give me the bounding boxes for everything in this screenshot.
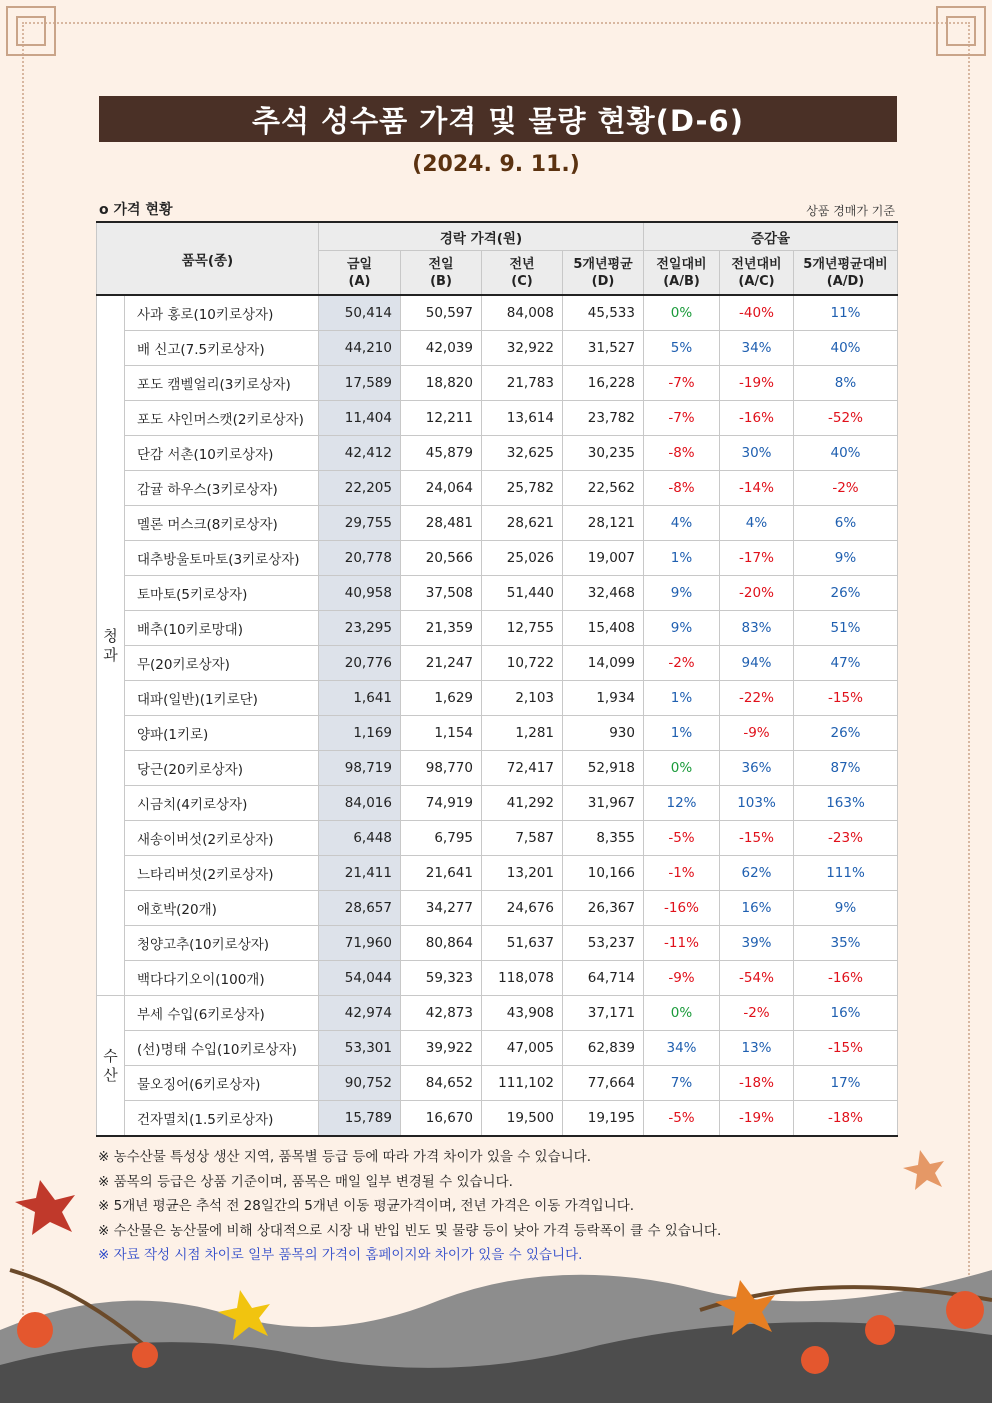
change-cell: 9% bbox=[644, 611, 720, 646]
change-cell: -16% bbox=[794, 961, 898, 996]
change-cell: -19% bbox=[720, 1101, 794, 1137]
item-name: 건자멸치(1.5키로상자) bbox=[125, 1101, 319, 1137]
item-name: 느타리버섯(2키로상자) bbox=[125, 856, 319, 891]
change-cell: -1% bbox=[644, 856, 720, 891]
item-name: 대파(일반)(1키로단) bbox=[125, 681, 319, 716]
change-cell: 36% bbox=[720, 751, 794, 786]
column-header-code: (A/D) bbox=[826, 273, 865, 289]
category-label bbox=[97, 295, 125, 996]
price-cell: 6,795 bbox=[401, 821, 482, 856]
price-cell: 64,714 bbox=[563, 961, 644, 996]
column-header-code: (A/B) bbox=[663, 273, 700, 289]
footnote: ※ 수산물은 농산물에 비해 상대적으로 시장 내 반입 빈도 및 물량 등이 낮아 가격 등락폭이 클 수 있습니다. bbox=[98, 1222, 722, 1239]
price-cell: 14,099 bbox=[563, 646, 644, 681]
page-title: 추석 성수품 가격 및 물량 현황(D-6) bbox=[252, 103, 744, 138]
change-cell: -2% bbox=[720, 996, 794, 1031]
change-cell: -9% bbox=[720, 716, 794, 751]
table-row bbox=[97, 786, 898, 821]
price-cell: 30,235 bbox=[563, 436, 644, 471]
item-name: 애호박(20개) bbox=[125, 891, 319, 926]
price-cell: 6,448 bbox=[319, 821, 401, 856]
item-name: 당근(20키로상자) bbox=[125, 751, 319, 786]
report-date: (2024. 9. 11.) bbox=[412, 152, 580, 177]
price-cell: 42,873 bbox=[401, 996, 482, 1031]
price-cell: 2,103 bbox=[482, 681, 563, 716]
price-cell: 19,007 bbox=[563, 541, 644, 576]
price-cell: 32,468 bbox=[563, 576, 644, 611]
price-cell: 50,414 bbox=[319, 295, 401, 331]
column-header bbox=[644, 251, 720, 296]
category-char: 과 bbox=[103, 645, 118, 664]
change-cell: -11% bbox=[644, 926, 720, 961]
item-name: 배추(10키로망대) bbox=[125, 611, 319, 646]
change-cell: -15% bbox=[794, 681, 898, 716]
price-cell: 45,533 bbox=[563, 295, 644, 331]
item-name: 토마토(5키로상자) bbox=[125, 576, 319, 611]
price-cell: 8,355 bbox=[563, 821, 644, 856]
price-cell: 930 bbox=[563, 716, 644, 751]
change-cell: 35% bbox=[794, 926, 898, 961]
column-header-code: (A) bbox=[348, 273, 371, 289]
change-cell: -20% bbox=[720, 576, 794, 611]
change-cell: -40% bbox=[720, 295, 794, 331]
change-cell: 94% bbox=[720, 646, 794, 681]
change-cell: -17% bbox=[720, 541, 794, 576]
item-name: 배 신고(7.5키로상자) bbox=[125, 331, 319, 366]
price-cell: 28,481 bbox=[401, 506, 482, 541]
price-cell: 51,637 bbox=[482, 926, 563, 961]
column-header-label: 5개년평균대비 bbox=[803, 256, 888, 272]
price-cell: 28,621 bbox=[482, 506, 563, 541]
price-cell: 32,625 bbox=[482, 436, 563, 471]
change-cell: 16% bbox=[720, 891, 794, 926]
table-row bbox=[97, 961, 898, 996]
column-header-label: 전일대비 bbox=[656, 256, 707, 272]
price-cell: 52,918 bbox=[563, 751, 644, 786]
footnote: ※ 농수산물 특성상 생산 지역, 품목별 등급 등에 따라 가격 차이가 있을 수 있습니다. bbox=[98, 1149, 591, 1165]
price-cell: 21,783 bbox=[482, 366, 563, 401]
item-name: 시금치(4키로상자) bbox=[125, 786, 319, 821]
price-cell: 1,641 bbox=[319, 681, 401, 716]
table-row bbox=[97, 856, 898, 891]
price-cell: 41,292 bbox=[482, 786, 563, 821]
table-row bbox=[97, 1031, 898, 1066]
price-cell: 51,440 bbox=[482, 576, 563, 611]
price-cell: 12,755 bbox=[482, 611, 563, 646]
change-cell: 4% bbox=[644, 506, 720, 541]
price-cell: 45,879 bbox=[401, 436, 482, 471]
table-row bbox=[97, 996, 898, 1031]
item-name: 감귤 하우스(3키로상자) bbox=[125, 471, 319, 506]
column-header bbox=[319, 251, 401, 296]
price-cell: 84,008 bbox=[482, 295, 563, 331]
change-cell: -2% bbox=[644, 646, 720, 681]
item-name: 물오징어(6키로상자) bbox=[125, 1066, 319, 1101]
price-cell: 71,960 bbox=[319, 926, 401, 961]
item-name: 멜론 머스크(8키로상자) bbox=[125, 506, 319, 541]
price-cell: 28,657 bbox=[319, 891, 401, 926]
column-header-code: (D) bbox=[591, 273, 615, 289]
change-cell: 7% bbox=[644, 1066, 720, 1101]
category-char: 청 bbox=[103, 626, 118, 645]
price-cell: 32,922 bbox=[482, 331, 563, 366]
price-cell: 29,755 bbox=[319, 506, 401, 541]
price-cell: 11,404 bbox=[319, 401, 401, 436]
price-cell: 18,820 bbox=[401, 366, 482, 401]
price-cell: 54,044 bbox=[319, 961, 401, 996]
table-row bbox=[97, 366, 898, 401]
change-cell: -7% bbox=[644, 401, 720, 436]
column-header-code: (A/C) bbox=[738, 273, 775, 289]
change-cell: 4% bbox=[720, 506, 794, 541]
table-row bbox=[97, 821, 898, 856]
change-cell: -7% bbox=[644, 366, 720, 401]
footnote: ※ 5개년 평균은 추석 전 28일간의 5개년 이동 평균가격이며, 전년 가격은 이동 가격입니다. bbox=[98, 1198, 635, 1215]
column-header-label: 전년 bbox=[509, 256, 535, 272]
change-cell: 16% bbox=[794, 996, 898, 1031]
price-cell: 42,039 bbox=[401, 331, 482, 366]
price-cell: 22,205 bbox=[319, 471, 401, 506]
change-cell: 51% bbox=[794, 611, 898, 646]
price-cell: 13,201 bbox=[482, 856, 563, 891]
column-header bbox=[794, 251, 898, 296]
item-name: 단감 서촌(10키로상자) bbox=[125, 436, 319, 471]
column-header bbox=[720, 251, 794, 296]
price-cell: 98,770 bbox=[401, 751, 482, 786]
price-cell: 50,597 bbox=[401, 295, 482, 331]
column-header-code: (C) bbox=[511, 273, 533, 289]
price-cell: 21,359 bbox=[401, 611, 482, 646]
header-item: 품목(종) bbox=[97, 222, 319, 295]
price-cell: 21,411 bbox=[319, 856, 401, 891]
table-row bbox=[97, 1101, 898, 1137]
change-cell: -19% bbox=[720, 366, 794, 401]
change-cell: -15% bbox=[720, 821, 794, 856]
item-name: 백다다기오이(100개) bbox=[125, 961, 319, 996]
change-cell: -18% bbox=[794, 1101, 898, 1137]
change-cell: 9% bbox=[794, 541, 898, 576]
change-cell: 47% bbox=[794, 646, 898, 681]
section-heading: o 가격 현황 bbox=[99, 202, 173, 218]
price-cell: 19,500 bbox=[482, 1101, 563, 1137]
footnotes bbox=[98, 1145, 721, 1268]
price-cell: 37,171 bbox=[563, 996, 644, 1031]
change-cell: 83% bbox=[720, 611, 794, 646]
change-cell: -8% bbox=[644, 436, 720, 471]
change-cell: -5% bbox=[644, 1101, 720, 1137]
price-cell: 20,776 bbox=[319, 646, 401, 681]
table-row bbox=[97, 331, 898, 366]
change-cell: 6% bbox=[794, 506, 898, 541]
price-cell: 42,974 bbox=[319, 996, 401, 1031]
corner-ornament bbox=[6, 6, 56, 56]
change-cell: 0% bbox=[644, 996, 720, 1031]
category-char: 수 bbox=[103, 1046, 118, 1065]
change-cell: -16% bbox=[720, 401, 794, 436]
item-name: 청양고추(10키로상자) bbox=[125, 926, 319, 961]
price-cell: 59,323 bbox=[401, 961, 482, 996]
price-cell: 15,408 bbox=[563, 611, 644, 646]
price-cell: 20,566 bbox=[401, 541, 482, 576]
item-name: 포도 캠벨얼리(3키로상자) bbox=[125, 366, 319, 401]
table-row bbox=[97, 891, 898, 926]
column-header-label: 5개년평균 bbox=[573, 256, 633, 272]
column-header bbox=[482, 251, 563, 296]
price-cell: 37,508 bbox=[401, 576, 482, 611]
change-cell: -23% bbox=[794, 821, 898, 856]
column-header bbox=[563, 251, 644, 296]
change-cell: 34% bbox=[644, 1031, 720, 1066]
price-cell: 16,228 bbox=[563, 366, 644, 401]
price-cell: 118,078 bbox=[482, 961, 563, 996]
change-cell: 87% bbox=[794, 751, 898, 786]
table-row bbox=[97, 646, 898, 681]
change-cell: 12% bbox=[644, 786, 720, 821]
change-cell: 1% bbox=[644, 681, 720, 716]
table-row bbox=[97, 1066, 898, 1101]
corner-ornament bbox=[936, 6, 986, 56]
change-cell: 163% bbox=[794, 786, 898, 821]
change-cell: -54% bbox=[720, 961, 794, 996]
change-cell: 11% bbox=[794, 295, 898, 331]
price-cell: 1,169 bbox=[319, 716, 401, 751]
price-cell: 1,629 bbox=[401, 681, 482, 716]
change-cell: 1% bbox=[644, 716, 720, 751]
price-table bbox=[96, 221, 898, 1137]
price-cell: 44,210 bbox=[319, 331, 401, 366]
table-row bbox=[97, 751, 898, 786]
price-cell: 24,676 bbox=[482, 891, 563, 926]
item-name: 대추방울토마토(3키로상자) bbox=[125, 541, 319, 576]
change-cell: 1% bbox=[644, 541, 720, 576]
table-row bbox=[97, 436, 898, 471]
price-cell: 23,782 bbox=[563, 401, 644, 436]
column-header-code: (B) bbox=[430, 273, 452, 289]
column-header-label: 전일 bbox=[428, 256, 454, 272]
price-cell: 1,281 bbox=[482, 716, 563, 751]
change-cell: 0% bbox=[644, 751, 720, 786]
footnote: ※ 품목의 등급은 상품 기준이며, 품목은 매일 일부 변경될 수 있습니다. bbox=[98, 1173, 513, 1190]
table-row bbox=[97, 506, 898, 541]
change-cell: 62% bbox=[720, 856, 794, 891]
change-cell: 17% bbox=[794, 1066, 898, 1101]
change-cell: -18% bbox=[720, 1066, 794, 1101]
column-header bbox=[401, 251, 482, 296]
price-cell: 47,005 bbox=[482, 1031, 563, 1066]
table-row bbox=[97, 926, 898, 961]
price-cell: 13,614 bbox=[482, 401, 563, 436]
price-cell: 53,237 bbox=[563, 926, 644, 961]
item-name: 사과 홍로(10키로상자) bbox=[125, 295, 319, 331]
price-cell: 12,211 bbox=[401, 401, 482, 436]
price-cell: 1,154 bbox=[401, 716, 482, 751]
price-cell: 25,026 bbox=[482, 541, 563, 576]
category-label bbox=[97, 996, 125, 1137]
item-name: 양파(1키로) bbox=[125, 716, 319, 751]
change-cell: -2% bbox=[794, 471, 898, 506]
table-row bbox=[97, 681, 898, 716]
header-change-group: 증감율 bbox=[644, 222, 898, 251]
price-cell: 15,789 bbox=[319, 1101, 401, 1137]
price-cell: 84,652 bbox=[401, 1066, 482, 1101]
price-cell: 74,919 bbox=[401, 786, 482, 821]
price-cell: 16,670 bbox=[401, 1101, 482, 1137]
change-cell: 40% bbox=[794, 331, 898, 366]
item-name: (선)명태 수입(10키로상자) bbox=[125, 1031, 319, 1066]
price-cell: 72,417 bbox=[482, 751, 563, 786]
change-cell: 30% bbox=[720, 436, 794, 471]
price-cell: 21,247 bbox=[401, 646, 482, 681]
price-cell: 25,782 bbox=[482, 471, 563, 506]
change-cell: 26% bbox=[794, 576, 898, 611]
change-cell: -52% bbox=[794, 401, 898, 436]
table-row bbox=[97, 401, 898, 436]
item-name: 무(20키로상자) bbox=[125, 646, 319, 681]
category-char: 산 bbox=[103, 1065, 118, 1084]
table-row bbox=[97, 295, 898, 331]
price-cell: 1,934 bbox=[563, 681, 644, 716]
price-cell: 22,562 bbox=[563, 471, 644, 506]
header-price-group: 경락 가격(원) bbox=[319, 222, 644, 251]
price-cell: 40,958 bbox=[319, 576, 401, 611]
change-cell: -9% bbox=[644, 961, 720, 996]
price-cell: 77,664 bbox=[563, 1066, 644, 1101]
table-row bbox=[97, 716, 898, 751]
table-row bbox=[97, 471, 898, 506]
change-cell: -8% bbox=[644, 471, 720, 506]
item-name: 새송이버섯(2키로상자) bbox=[125, 821, 319, 856]
section-note: 상품 경매가 기준 bbox=[806, 204, 895, 218]
price-cell: 10,722 bbox=[482, 646, 563, 681]
price-cell: 10,166 bbox=[563, 856, 644, 891]
price-cell: 98,719 bbox=[319, 751, 401, 786]
change-cell: 0% bbox=[644, 295, 720, 331]
footnote: ※ 자료 작성 시점 차이로 일부 품목의 가격이 홈페이지와 차이가 있을 수 있습니다. bbox=[98, 1247, 583, 1264]
title-banner bbox=[99, 96, 897, 142]
change-cell: -15% bbox=[794, 1031, 898, 1066]
change-cell: 13% bbox=[720, 1031, 794, 1066]
table-row bbox=[97, 576, 898, 611]
price-cell: 80,864 bbox=[401, 926, 482, 961]
change-cell: -5% bbox=[644, 821, 720, 856]
change-cell: -22% bbox=[720, 681, 794, 716]
price-cell: 17,589 bbox=[319, 366, 401, 401]
column-header-label: 전년대비 bbox=[731, 256, 782, 272]
change-cell: 8% bbox=[794, 366, 898, 401]
change-cell: 9% bbox=[794, 891, 898, 926]
price-cell: 31,967 bbox=[563, 786, 644, 821]
change-cell: -16% bbox=[644, 891, 720, 926]
change-cell: 26% bbox=[794, 716, 898, 751]
change-cell: -14% bbox=[720, 471, 794, 506]
price-cell: 26,367 bbox=[563, 891, 644, 926]
price-cell: 34,277 bbox=[401, 891, 482, 926]
price-cell: 23,295 bbox=[319, 611, 401, 646]
table-row bbox=[97, 611, 898, 646]
price-cell: 19,195 bbox=[563, 1101, 644, 1137]
change-cell: 5% bbox=[644, 331, 720, 366]
change-cell: 40% bbox=[794, 436, 898, 471]
price-cell: 53,301 bbox=[319, 1031, 401, 1066]
change-cell: 111% bbox=[794, 856, 898, 891]
table-row bbox=[97, 541, 898, 576]
price-cell: 43,908 bbox=[482, 996, 563, 1031]
change-cell: 103% bbox=[720, 786, 794, 821]
price-cell: 111,102 bbox=[482, 1066, 563, 1101]
price-cell: 39,922 bbox=[401, 1031, 482, 1066]
price-cell: 84,016 bbox=[319, 786, 401, 821]
price-cell: 21,641 bbox=[401, 856, 482, 891]
price-cell: 90,752 bbox=[319, 1066, 401, 1101]
change-cell: 9% bbox=[644, 576, 720, 611]
column-header-label: 금일 bbox=[346, 256, 373, 272]
price-cell: 62,839 bbox=[563, 1031, 644, 1066]
change-cell: 34% bbox=[720, 331, 794, 366]
item-name: 포도 샤인머스캣(2키로상자) bbox=[125, 401, 319, 436]
price-cell: 31,527 bbox=[563, 331, 644, 366]
price-cell: 42,412 bbox=[319, 436, 401, 471]
change-cell: 39% bbox=[720, 926, 794, 961]
item-name: 부세 수입(6키로상자) bbox=[125, 996, 319, 1031]
price-cell: 7,587 bbox=[482, 821, 563, 856]
price-cell: 20,778 bbox=[319, 541, 401, 576]
price-cell: 28,121 bbox=[563, 506, 644, 541]
price-cell: 24,064 bbox=[401, 471, 482, 506]
